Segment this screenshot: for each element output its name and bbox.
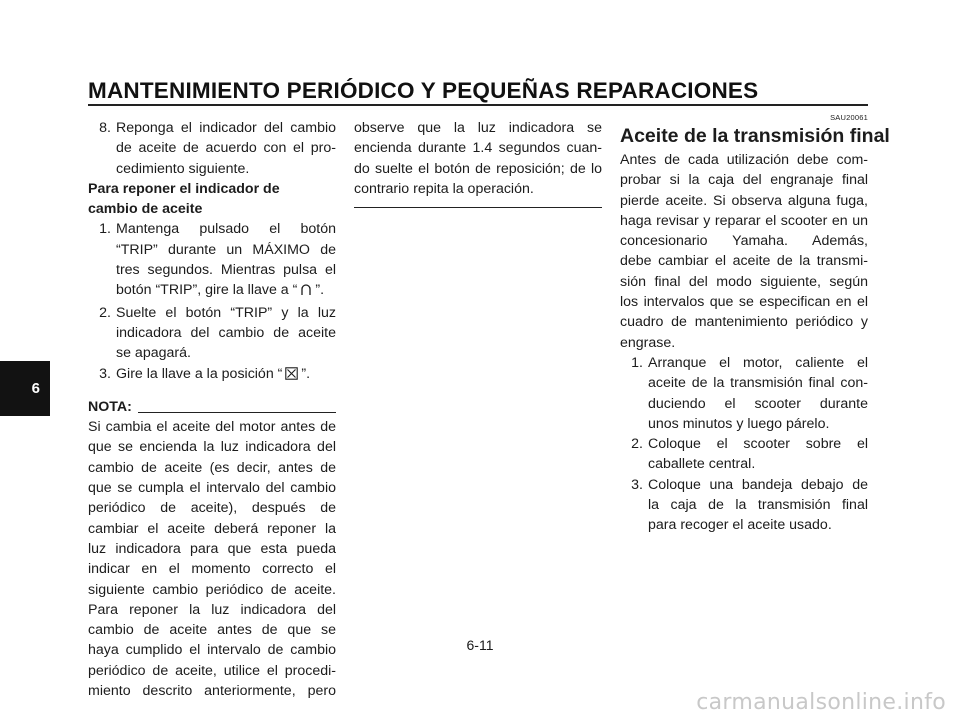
paragraph-line: probar si la caja del engranaje final bbox=[620, 172, 868, 189]
nota-line: que se encienda la luz indicadora del bbox=[88, 439, 336, 456]
step-text-line: cedimiento siguiente. bbox=[116, 160, 250, 177]
column-1 bbox=[88, 118, 336, 701]
step-number: 8. bbox=[99, 120, 111, 136]
nota-line: indicar en el momento correcto el bbox=[88, 561, 336, 578]
step-text-line: Arranque el motor, caliente el bbox=[648, 354, 868, 371]
paragraph-line: los intervalos que se especifican en el bbox=[620, 294, 868, 311]
column-2 bbox=[354, 118, 602, 208]
nota-continued-line: observe que la luz indicadora se bbox=[354, 120, 602, 136]
step-text-line: indicadora del cambio de aceite bbox=[116, 324, 336, 341]
nota-line: que se cumpla el intervalo del cambio bbox=[88, 480, 336, 497]
nota-line: haya cumplido el intervalo de cambio bbox=[88, 642, 336, 659]
step-text-line: Reponga el indicador del cambio bbox=[116, 120, 336, 136]
step-text-line: la caja de la transmisión final bbox=[648, 497, 868, 514]
nota-line: cambio de aceite (es decir, antes de bbox=[88, 459, 336, 476]
step-text-line: Suelte el botón “TRIP” y la luz bbox=[116, 304, 336, 321]
nota-line: cambiar el aceite deberá reponer la bbox=[88, 520, 336, 537]
step-number: 1. bbox=[99, 221, 111, 238]
step-text-line: de aceite de acuerdo con el pro- bbox=[116, 140, 336, 157]
step-text-line: se apagará. bbox=[116, 345, 191, 362]
step-text-line-with-symbol bbox=[116, 364, 336, 386]
nota-label: NOTA: bbox=[88, 398, 132, 415]
nota-line: cambio de aceite antes de que se bbox=[88, 622, 336, 639]
paragraph-line: sión final del modo siguiente, según bbox=[620, 273, 868, 290]
step-text-line: aceite de la transmisión final con- bbox=[648, 375, 868, 392]
section-paragraph bbox=[620, 150, 868, 353]
paragraph-line: Antes de cada utilización debe com- bbox=[620, 152, 868, 168]
step-text-line: duciendo el scooter durante bbox=[648, 395, 868, 412]
oil-step-2 bbox=[620, 434, 868, 475]
reset-step-1 bbox=[88, 219, 336, 302]
step-text-line: unos minutos y luego párelo. bbox=[648, 415, 830, 432]
nota-line: periódico de aceite, utilice el procedi- bbox=[88, 662, 336, 679]
nota-line: Para reponer la luz indicadora del bbox=[88, 601, 336, 618]
step-text-line: Coloque una bandeja debajo de bbox=[648, 476, 868, 493]
reset-step-3 bbox=[88, 364, 336, 386]
nota-end-rule bbox=[354, 207, 602, 208]
step-number: 2. bbox=[631, 436, 643, 453]
step-text-line-with-symbol bbox=[116, 280, 336, 302]
paragraph-line: pierde aceite. Si observa alguna fuga, bbox=[620, 192, 868, 209]
nota-continued-line: encienda durante 1.4 segundos cuan- bbox=[354, 140, 602, 157]
step-text-line: para recoger el aceite usado. bbox=[648, 517, 832, 534]
nota-heading bbox=[88, 397, 336, 417]
step-text-line: “TRIP” durante un MÁXIMO de bbox=[116, 241, 336, 258]
step-number: 3. bbox=[631, 476, 643, 493]
section-tab[interactable]: 6 bbox=[0, 361, 50, 416]
page-number: 6-11 bbox=[466, 637, 494, 653]
oil-step-3 bbox=[620, 475, 868, 536]
header-rule bbox=[88, 104, 868, 106]
nota-rule bbox=[138, 412, 336, 413]
subheading-line: Para reponer el indicador de bbox=[88, 180, 280, 197]
step-text-line: caballete central. bbox=[648, 456, 756, 473]
page-header-title: MANTENIMIENTO PERIÓDICO Y PEQUEÑAS REPARACIONES bbox=[88, 78, 759, 103]
step-text-line: tres segundos. Mientras pulsa el bbox=[116, 262, 336, 279]
nota-continued-line: do suelte el botón de reposición; de lo bbox=[354, 160, 602, 177]
step-number: 1. bbox=[631, 354, 643, 371]
paragraph-line: haga revisar y reparar el scooter en un bbox=[620, 212, 868, 229]
nota-body bbox=[88, 417, 336, 701]
nota-line: miento descrito anteriormente, pero bbox=[88, 683, 336, 700]
subheading-line: cambio de aceite bbox=[88, 201, 203, 218]
ignition-off-icon bbox=[285, 366, 298, 386]
step-number: 3. bbox=[99, 365, 111, 382]
paragraph-line: cuadro de mantenimiento periódico y bbox=[620, 314, 868, 331]
paragraph-line: concesionario Yamaha. Además, bbox=[620, 233, 868, 250]
oil-step-1 bbox=[620, 353, 868, 434]
nota-line: Si cambia el aceite del motor antes de bbox=[88, 419, 336, 436]
section-title: Aceite de la transmisión final bbox=[620, 125, 890, 147]
step-number: 2. bbox=[99, 304, 111, 321]
step-text: ”. bbox=[315, 282, 325, 299]
column-3 bbox=[620, 113, 890, 536]
nota-continued-line: contrario repita la operación. bbox=[354, 180, 534, 197]
ignition-on-icon bbox=[300, 282, 312, 302]
step-text: Gire la llave a la posición “ bbox=[116, 365, 283, 382]
nota-line: luz indicadora para que esta pueda bbox=[88, 540, 336, 557]
reset-step-2 bbox=[88, 303, 336, 364]
step-text-line: Mantenga pulsado el botón bbox=[116, 221, 336, 238]
step-text: botón “TRIP”, gire la llave a “ bbox=[116, 282, 298, 299]
step-8 bbox=[88, 118, 336, 179]
paragraph-line: engrase. bbox=[620, 334, 676, 351]
watermark-link[interactable]: carmanualsonline.info bbox=[696, 690, 946, 715]
section-code: SAU20061 bbox=[830, 113, 868, 122]
paragraph-line: debe cambiar el aceite de la transmi- bbox=[620, 253, 868, 270]
step-text: ”. bbox=[301, 365, 311, 382]
nota-line: periódico de aceite), después de bbox=[88, 500, 336, 517]
step-text-line: Coloque el scooter sobre el bbox=[648, 436, 868, 453]
nota-line: siguiente cambio periódico de aceite. bbox=[88, 581, 336, 598]
